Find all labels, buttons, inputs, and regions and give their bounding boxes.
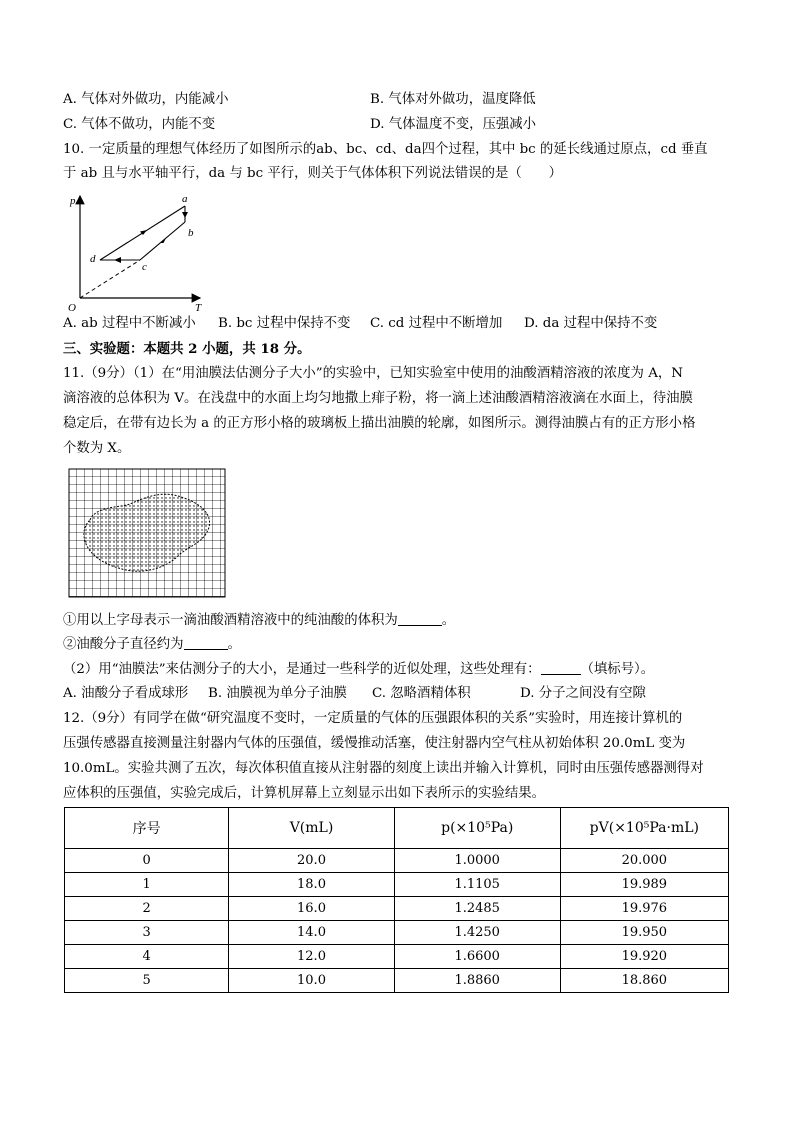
table-cell: 2 bbox=[65, 897, 229, 921]
table-row bbox=[65, 921, 729, 945]
table-cell: 19.976 bbox=[560, 897, 728, 921]
oil-film-grid bbox=[68, 468, 228, 600]
label-d: d bbox=[90, 253, 96, 265]
table-cell: 1.6600 bbox=[394, 945, 560, 969]
table-cell: 1.4250 bbox=[394, 921, 560, 945]
q11-stem-line4: 个数为 X。 bbox=[63, 441, 131, 456]
table-row bbox=[65, 945, 729, 969]
q11-option-c: C. 忽略酒精体积 bbox=[372, 686, 471, 701]
table-cell: 1.1105 bbox=[394, 873, 560, 897]
answer-blank-1[interactable] bbox=[398, 611, 442, 626]
q10-option-a: A. ab 过程中不断减小 bbox=[63, 316, 196, 331]
table-cell: 18.0 bbox=[229, 873, 395, 897]
q11-stem-line3: 稳定后，在带有边长为 a 的正方形小格的玻璃板上描出油膜的轮廓，如图所示。测得油膜占有的正方形小格 bbox=[63, 416, 696, 431]
q10-option-c: C. cd 过程中不断增加 bbox=[370, 316, 503, 331]
label-c: c bbox=[142, 261, 147, 273]
table-cell: 19.950 bbox=[560, 921, 728, 945]
table-cell: 20.0 bbox=[229, 849, 395, 873]
table-row bbox=[65, 849, 729, 873]
q9-option-b: B. 气体对外做功，温度降低 bbox=[370, 92, 536, 107]
q12-stem-line4: 应体积的压强值，实验完成后，计算机屏幕上立刻显示出如下表所示的实验结果。 bbox=[63, 786, 546, 801]
q12-stem-line1: 12.（9分）有同学在做“研究温度不变时，一定质量的气体的压强跟体积的关系”实验时，用连接计算机的 bbox=[63, 711, 683, 726]
results-table bbox=[64, 807, 729, 993]
q11-sub1: ①用以上字母表示一滴油酸酒精溶液中的纯油酸的体积为 。 bbox=[63, 613, 456, 628]
label-t: T bbox=[195, 302, 202, 312]
q11-option-a: A. 油酸分子看成球形 bbox=[63, 686, 189, 701]
table-cell: 10.0 bbox=[229, 969, 395, 993]
table-cell: 18.860 bbox=[560, 969, 728, 993]
q10-stem-line2: 于 ab 且与水平轴平行，da 与 bc 平行，则关于气体体积下列说法错误的是（ ） bbox=[63, 166, 562, 181]
table-cell: 20.000 bbox=[560, 849, 728, 873]
q12-stem-line3: 10.0mL。实验共测了五次，每次体积值直接从注射器的刻度上读出并输入计算机，同时由压强传感器测得对 bbox=[63, 761, 704, 776]
section-title: 三、实验题：本题共 2 小题，共 18 分。 bbox=[63, 341, 311, 357]
q11-option-b: B. 油膜视为单分子油膜 bbox=[208, 686, 347, 701]
bc-extension-dashed bbox=[80, 260, 140, 298]
table-cell: 1 bbox=[65, 873, 229, 897]
q11-sub2: ②油酸分子直径约为 。 bbox=[63, 637, 241, 652]
table-cell: 12.0 bbox=[229, 945, 395, 969]
q11-stem-line1: 11.（9分）（1）在“用油膜法估测分子大小”的实验中，已知实验室中使用的油酸酒精溶液的浓度为 A，N bbox=[63, 366, 683, 381]
q10-stem-line1: 10. 一定质量的理想气体经历了如图所示的ab、bc、cd、da四个过程，其中 bc 的延长线通过原点，cd 垂直 bbox=[63, 142, 708, 157]
header-pv: pV(×10⁵Pa·mL) bbox=[560, 808, 728, 849]
cd-arrow bbox=[114, 257, 121, 263]
pt-diagram bbox=[60, 190, 210, 312]
table-cell: 1.2485 bbox=[394, 897, 560, 921]
table-cell: 3 bbox=[65, 921, 229, 945]
q11-sub3: （2）用“油膜法”来估测分子的大小，是通过一些科学的近似处理，这些处理有： （填标号）。 bbox=[63, 662, 655, 677]
label-b: b bbox=[188, 227, 194, 239]
table-cell: 19.920 bbox=[560, 945, 728, 969]
table-cell: 1.8860 bbox=[394, 969, 560, 993]
q11-stem-line2: 滴溶液的总体积为 V。在浅盘中的水面上均匀地撒上痱子粉，将一滴上述油酸酒精溶液滴在水面上，待油膜 bbox=[63, 391, 693, 406]
table-cell: 19.989 bbox=[560, 873, 728, 897]
answer-blank-3[interactable] bbox=[541, 660, 581, 675]
q10-option-d: D. da 过程中保持不变 bbox=[524, 316, 658, 331]
label-o: O bbox=[68, 302, 76, 312]
q9-option-a: A. 气体对外做功，内能减小 bbox=[63, 92, 229, 107]
table-cell: 0 bbox=[65, 849, 229, 873]
header-pressure: p(×10⁵Pa) bbox=[394, 808, 560, 849]
header-volume: V(mL) bbox=[229, 808, 395, 849]
ab-arrow bbox=[182, 212, 188, 218]
table-row bbox=[65, 897, 729, 921]
q12-stem-line2: 压强传感器直接测量注射器内气体的压强值，缓慢推动活塞，使注射器内空气柱从初始体积 20.0mL 变为 bbox=[63, 736, 686, 751]
table-cell: 4 bbox=[65, 945, 229, 969]
table-row bbox=[65, 873, 729, 897]
q9-option-c: C. 气体不做功，内能不变 bbox=[63, 117, 216, 132]
table-cell: 5 bbox=[65, 969, 229, 993]
table-cell: 1.0000 bbox=[394, 849, 560, 873]
label-p: p bbox=[70, 195, 76, 207]
table-header-row bbox=[65, 808, 729, 849]
label-a: a bbox=[182, 193, 188, 205]
table-cell: 14.0 bbox=[229, 921, 395, 945]
answer-blank-2[interactable] bbox=[184, 635, 228, 650]
q11-option-d: D. 分子之间没有空隙 bbox=[520, 686, 646, 701]
table-row bbox=[65, 969, 729, 993]
q9-option-d: D. 气体温度不变，压强减小 bbox=[370, 117, 537, 132]
q10-option-b: B. bc 过程中保持不变 bbox=[218, 316, 351, 331]
header-index: 序号 bbox=[65, 808, 229, 849]
table-cell: 16.0 bbox=[229, 897, 395, 921]
